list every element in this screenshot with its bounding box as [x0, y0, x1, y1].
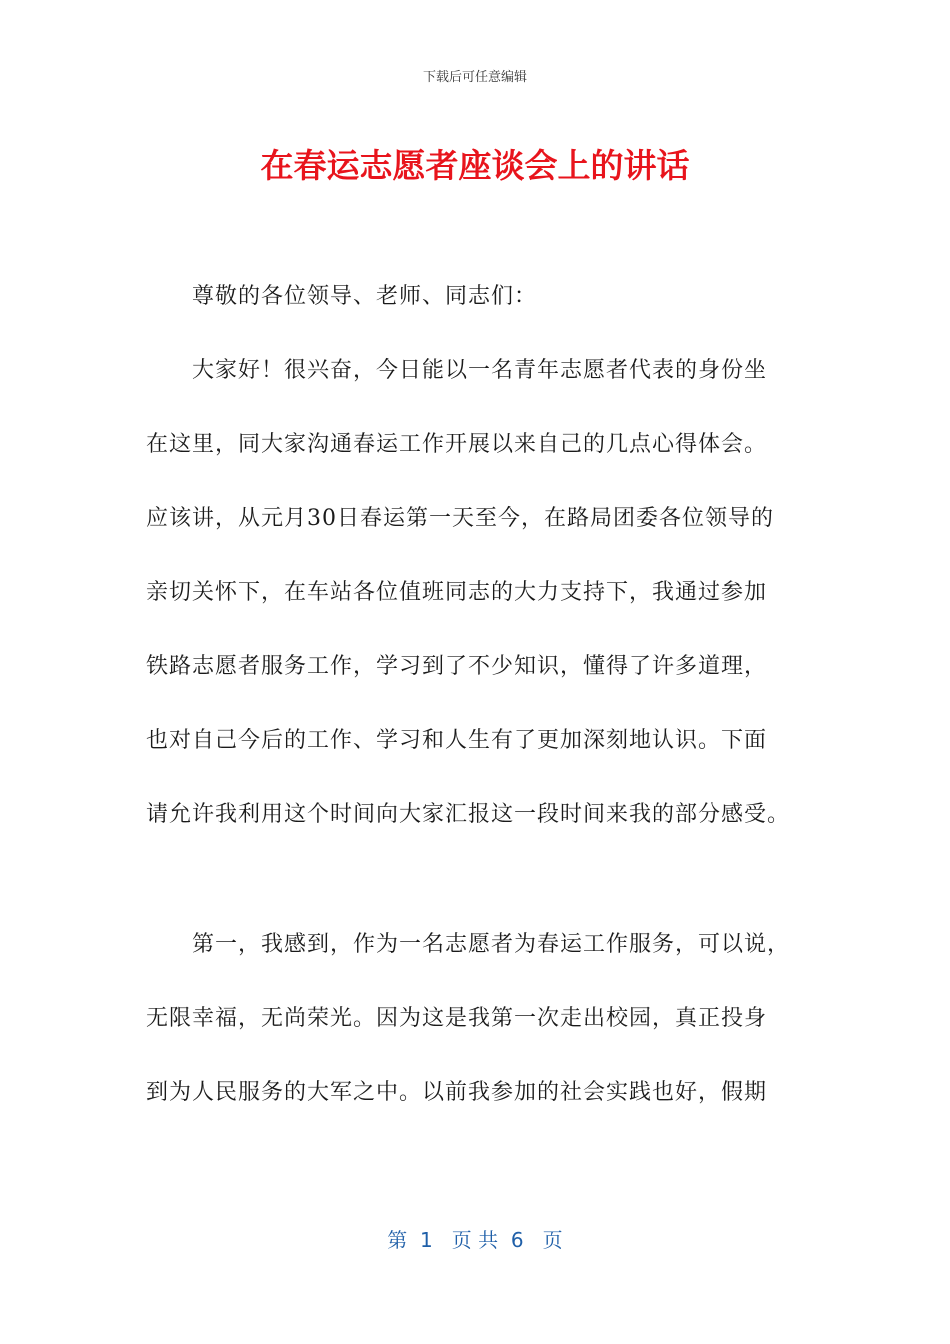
header-note: 下载后可任意编辑: [422, 70, 527, 85]
paragraph-line: 也对自己今后的工作、学习和人生有了更加深刻地认识。下面: [146, 728, 768, 753]
page-footer: 第 1 页 共 6 页: [387, 1228, 563, 1252]
paragraph-gap: [146, 852, 806, 908]
paragraph-line: 在这里，同大家沟通春运工作开展以来自己的几点心得体会。: [146, 432, 768, 457]
document-title: 在春运志愿者座谈会上的讲话: [260, 146, 690, 185]
paragraph-line: 第一，我感到，作为一名志愿者为春运工作服务，可以说，: [192, 932, 791, 957]
paragraph-line: 请允许我利用这个时间向大家汇报这一段时间来我的部分感受。: [146, 802, 791, 827]
paragraph-line: 无限幸福，无尚荣光。因为这是我第一次走出校园，真正投身: [146, 1006, 768, 1031]
paragraph-line: 到为人民服务的大军之中。以前我参加的社会实践也好，假期: [146, 1080, 768, 1105]
paragraph-line: 大家好！很兴奋，今日能以一名青年志愿者代表的身份坐: [192, 358, 768, 383]
paragraph-line: 亲切关怀下，在车站各位值班同志的大力支持下，我通过参加: [146, 580, 768, 605]
document-body: [146, 260, 806, 1130]
paragraph-line: 铁路志愿者服务工作，学习到了不少知识，懂得了许多道理，: [146, 654, 768, 679]
salutation-line: 尊敬的各位领导、老师、同志们：: [192, 284, 538, 309]
paragraph-line: 应该讲，从元月30日春运第一天至今，在路局团委各位领导的: [146, 506, 774, 531]
